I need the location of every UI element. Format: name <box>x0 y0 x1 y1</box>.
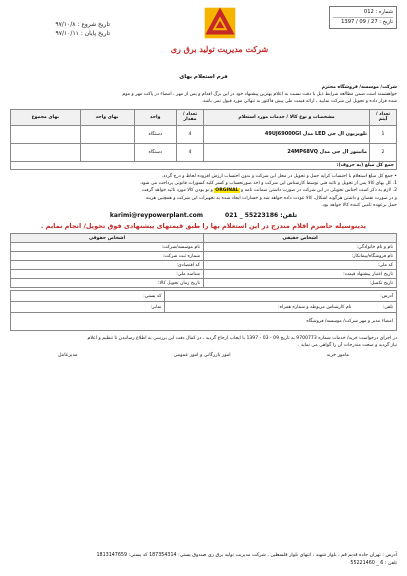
real-field[interactable]: نام و نام خانوادگی: <box>204 243 397 252</box>
note-1: 1. کل بهای کالا پس از تحویل و تائید فنی توسط کارشناس این شرکت و اخذ صورتحساب و کسر کلیه کسورات قانونی پرداخت می شود. <box>139 180 397 186</box>
start-date: تاریخ شروع : ۹۷/۱۰/۸ <box>55 21 110 28</box>
fax-field[interactable]: نمابر: <box>11 302 165 313</box>
postal-field[interactable]: کد پستی: <box>11 291 165 302</box>
table-row <box>11 252 397 261</box>
row-qty: 4 <box>176 143 203 161</box>
col-unit-price: بهای واحد <box>80 109 134 125</box>
contact <box>10 212 397 219</box>
intro-line-1: خواهشمند است ضمن مطالعه شرایط ذیل با دقت نسبت به اعلام بهترین پیشنهاد خود در این برگ اقدام و پس از مهر ، امضاء در پاکت مهر و موم <box>122 92 397 98</box>
legal-field[interactable]: شماره ثبت شرکت: <box>11 252 204 261</box>
legal-field[interactable]: شناسه ملی: <box>11 270 204 279</box>
signature-ceo: مدیرعامل <box>58 353 78 359</box>
phone-label: تلفن: <box>382 304 393 310</box>
doc-date: تاریخ : 27 / 09 / 1397 <box>341 19 393 25</box>
items-header <box>11 109 397 125</box>
signature-row <box>10 353 397 389</box>
intro-to: شرکت/ موسسه/ فروشگاه محترم <box>321 85 397 90</box>
col-real: اشخاص حقیقی <box>204 234 397 243</box>
col-unit: واحد <box>134 109 176 125</box>
row-unit: دستگاه <box>134 125 176 143</box>
company-name: شرکت مدیریت تولید برق ری <box>170 44 269 54</box>
address-line-2: تلفن : 6 _ 55221460 <box>350 561 397 566</box>
row-total <box>11 143 81 161</box>
row-unit-price <box>80 125 134 143</box>
items-table <box>10 109 397 170</box>
note-2a: 2. لازم به ذکر است اجناس تحویلی در این شرکت در صورت داشتن ضمانت نامه و <box>241 188 397 194</box>
signature-purchaser: مامور خرید <box>326 353 349 359</box>
contact-email[interactable]: karimi@reypowerplant.com <box>109 212 203 220</box>
address-field[interactable]: آدرس: <box>165 291 397 302</box>
real-field[interactable]: تاریخ تکمیل: <box>204 279 397 288</box>
signature-commerce: امور بازرگانی و امور عمومی <box>173 353 231 359</box>
original-highlight: ORGINAL <box>215 188 239 194</box>
intro-line-2: شده قرار داده و تحویل این شرکت نمایید ، ارائه قیمت طی پیش فاکتور به تنهائی مورد قبول نمی باشد. <box>201 99 397 105</box>
row-unit-price <box>80 143 134 161</box>
col-qty: تعداد / مقدار <box>176 109 203 125</box>
col-total: بهای مجموع <box>11 109 81 125</box>
table-row <box>11 125 397 143</box>
table-row <box>11 270 397 279</box>
row-unit: دستگاه <box>134 143 176 161</box>
row-qty: 4 <box>176 125 203 143</box>
phone-field[interactable] <box>165 302 397 313</box>
notes <box>10 173 397 209</box>
end-date: تاریخ پایان : ۹۷/۱۰/۱۱ <box>55 30 110 37</box>
intro <box>10 84 397 106</box>
col-item: تعداد / آیتم <box>369 109 396 125</box>
contact-phone: تلفن: 55223186 _ 021 <box>225 212 298 220</box>
header <box>10 6 397 80</box>
logo-block <box>165 6 275 54</box>
footer-text <box>10 335 397 349</box>
note-2c: و در صورت نقصان و داشتن هرگونه اشکال، کالا عودت داده خواهد شد و خسارات ایجاد شده به تجهیزات این شرکت و همچنین هزینه <box>145 195 397 201</box>
company-address <box>10 552 397 568</box>
table-row <box>11 243 397 252</box>
form-title: فرم استعلام بهای <box>179 74 228 80</box>
note-0: • جمع کل مبلغ استعلام با احتساب کرایه حمل و تحویل در محل این شرکت و بدون احتساب ارزش افزوده لحاظ و درج گردد. <box>161 173 397 179</box>
row-desc: تلویزیون ال جی LED مدل 49UJ69000GI <box>204 125 370 143</box>
col-desc: مشخصات و نوع کالا / خدمات مورد استعلام <box>204 109 370 125</box>
legal-field[interactable]: کد اقتصادی: <box>11 261 204 270</box>
sign-table <box>10 290 397 331</box>
col-legal: اشخاص حقوقی <box>11 234 204 243</box>
address-line-1: آدرس : تهران جاده قدیم قم ، بلوار شهید ، انتهای بلوار فلسطین ، شرکت مدیریت تولید برق ری صندوق پستی: 187354314 کد پستی: 1813147659 <box>96 553 397 558</box>
footer-line-2: نیاز گردید و صحت مندرجات آن را گواهی می نماید . <box>298 343 397 349</box>
seal-field[interactable]: امضاء مدیر و مهر شرکت/ موسسه/ فروشگاه <box>11 313 397 331</box>
legal-field[interactable]: نام موسسه/شرکت: <box>11 243 204 252</box>
number-box <box>329 6 397 29</box>
row-item: 1 <box>369 125 396 143</box>
real-field[interactable]: نام فروشگاه/پیمانکار: <box>204 252 397 261</box>
info-table <box>10 233 397 288</box>
row-desc: مانیتور ال جی مدل 24MP68VQ <box>204 143 370 161</box>
company-logo-icon <box>203 6 237 40</box>
table-row <box>11 279 397 288</box>
dates <box>10 20 110 38</box>
commitment-notice: بدینوسیله حاضرم اقلام مندرج در این استعلام بها را طبق قیمتهای پیشنهادی فوق تحویل/ انجام نمایم . <box>40 222 367 231</box>
note-2b: و نو بودن کالا مورد تائید خواهد گرفت <box>141 188 213 194</box>
table-row <box>11 143 397 161</box>
footer-line-1: در اجرای درخواست خرید/ خدمات شماره 9700773 به تاریخ 09 - 03 - 1397 با ایجاب ارجاع گردید ، در کمال دقت این بررسی به اطلاع رسانیدن تا تنظیم و اعلام <box>87 336 397 342</box>
real-field[interactable]: کد ملی: <box>204 261 397 270</box>
row-item: 2 <box>369 143 396 161</box>
note-2 <box>10 187 397 194</box>
person-label: نام کارشناس مربوطه و شماره همراه: <box>278 304 352 310</box>
row-total <box>11 125 81 143</box>
total-row <box>11 161 397 169</box>
note-2d: حمل برعهده تامین کننده کالا خواهد بود. <box>321 202 397 208</box>
legal-field[interactable]: تاریخ زمان تحویل کالا: <box>11 279 204 288</box>
real-field[interactable]: تاریخ اعتبار پیشنهاد قیمت: <box>204 270 397 279</box>
total-label: جمع کل مبلغ (به حروف): <box>11 161 397 169</box>
doc-number: شماره : 012 <box>333 8 393 18</box>
table-row <box>11 261 397 270</box>
